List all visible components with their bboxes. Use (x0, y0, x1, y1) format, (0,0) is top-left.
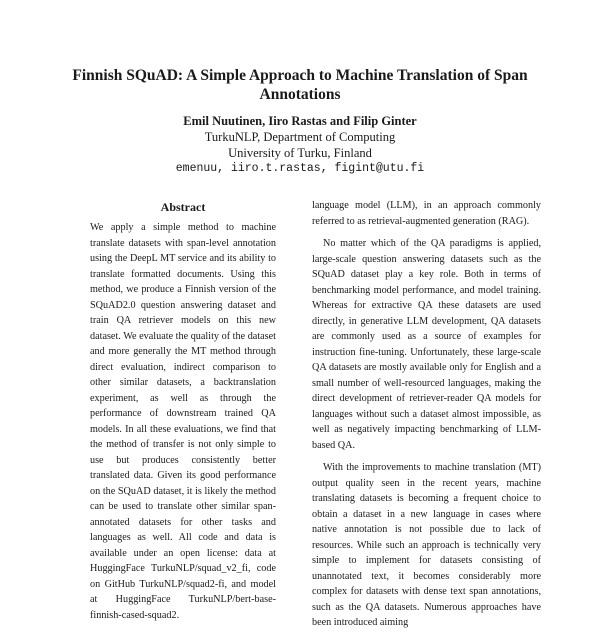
body-paragraph-1: language model (LLM), in an approach commonly referred to as retrieval-augmented generation (RAG). (312, 200, 541, 227)
affiliation-university: University of Turku, Finland (228, 146, 372, 160)
abstract-text: We apply a simple method to machine translate datasets with span-level annotation using the DeepL MT service and its ability to translate formatted documents. Using this method, we produce a Finnish version of the SQuAD2.0 question answering dataset and train QA retriever models on this new dataset. We evaluate the quality of the dataset and more generally the MT method through direct evaluation, indirect comparison to other similar datasets, a backtranslation experiment, as well as through the performance of downstream trained QA models. In all these evaluations, we find that the method of transfer is not only simple to use but produces consistently better translated data. Given its good performance on the SQuAD dataset, it is likely the method can be used to translate other similar span-annotated datasets for other tasks and languages as well. All code and data is available under an open license: data at HuggingFace TurkuNLP/squad_v2_fi, code on GitHub TurkuNLP/squad2-fi, and model at HuggingFace TurkuNLP/bert-base-finnish-cased-squad2. (90, 222, 276, 621)
affiliation-department: TurkuNLP, Department of Computing (204, 130, 396, 144)
paper-title: Finnish SQuAD: A Simple Approach to Machine Translation of Span Annotations (72, 67, 528, 103)
body-column-right (312, 198, 541, 638)
abstract-column (90, 220, 276, 630)
body-paragraph-3: With the improvements to machine translation (MT) output quality seen in the recent years, machine translating datasets is becoming a frequent choice to obtain a dataset in a new language in cases where native annotation is not possible due to lack of resources. While such an approach is technically very simple to implement for datasets consisting of unannotated text, it becomes considerably more complex for datasets with dense text span annotations, such as the QA datasets. Numerous approaches have been introduced aiming (312, 462, 541, 628)
author-emails: emenuu, iiro.t.rastas, figint@utu.fi (175, 162, 425, 175)
author-list: Emil Nuutinen, Iiro Rastas and Filip Ginter (183, 114, 417, 128)
abstract-heading: Abstract (160, 200, 206, 214)
body-paragraph-2: No matter which of the QA paradigms is applied, large-scale question answering datasets such as the SQuAD dataset play a key role. Both in terms of benchmarking model performance, and model training. Whereas for extractive QA these datasets are used directly, in generative LLM development, QA datasets are commonly used as a source of examples for instruction fine-tuning. Unfortunately, these large-scale QA datasets are mostly available only for English and a small number of well-resourced languages, making the direct development of retriever-reader QA models for languages without such a dataset almost impossible, as well as negatively impacting benchmarking of LLM-based QA. (312, 238, 541, 451)
